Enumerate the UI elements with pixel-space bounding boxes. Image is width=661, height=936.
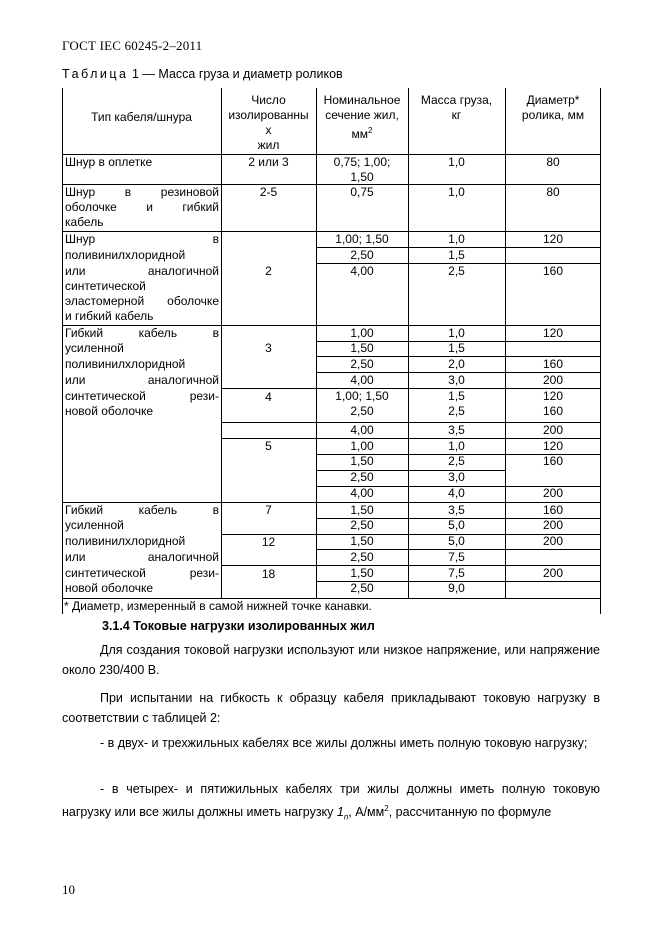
header-mass-line1: Масса груза, bbox=[420, 93, 493, 107]
header-diameter-line2: ролика, мм bbox=[521, 108, 585, 122]
type-pvc-line3: или аналогичной bbox=[65, 264, 219, 278]
cores-5: 5 bbox=[265, 439, 272, 453]
cell-mass: 1,0 bbox=[448, 439, 465, 453]
cell-section: 2,50 bbox=[350, 470, 374, 484]
type-reinforced-a-line2: усиленной bbox=[65, 341, 124, 355]
header-section-line1: Номинальное bbox=[323, 93, 401, 107]
table-caption bbox=[62, 67, 343, 81]
cell-section: 4,00 bbox=[350, 423, 374, 437]
cell-mass: 2,0 bbox=[448, 357, 465, 371]
cell-mass: 1,0 bbox=[448, 232, 465, 246]
cell-mass: 1,0 bbox=[448, 326, 465, 340]
cores-4: 4 bbox=[265, 390, 272, 404]
type-braided-cord: Шнур в оплетке bbox=[65, 155, 153, 169]
type-reinforced-a-line5: синтетической рези- bbox=[65, 389, 219, 403]
cell-section: 4,00 bbox=[350, 264, 374, 278]
type-reinforced-b-line4: или аналогичной bbox=[65, 550, 219, 564]
cell-diameter: 80 bbox=[546, 185, 560, 199]
cell-mass: 5,0 bbox=[448, 518, 465, 532]
header-cores-line1: Число bbox=[251, 93, 286, 107]
cell-mass: 3,5 bbox=[448, 423, 465, 437]
cell-mass: 3,0 bbox=[448, 470, 465, 484]
type-pvc-line2: поливинилхлоридной bbox=[65, 248, 186, 262]
header-diameter-line1: Диаметр* bbox=[526, 93, 580, 107]
type-reinforced-a-line3: поливинилхлоридной bbox=[65, 357, 186, 371]
table-caption-label: Таблица bbox=[62, 67, 129, 81]
type-reinforced-a-line6: новой оболочке bbox=[65, 404, 154, 418]
type-reinforced-b-line6: новой оболочке bbox=[65, 581, 154, 595]
type-reinforced-b-line2: усиленной bbox=[65, 518, 124, 532]
cell-section: 2,50 bbox=[350, 357, 374, 371]
cell-diameter: 160 bbox=[542, 264, 564, 278]
cores-2-5: 2-5 bbox=[259, 185, 278, 199]
cell-section: 1,00 bbox=[350, 439, 374, 453]
type-pvc-line6: и гибкий кабель bbox=[65, 309, 154, 323]
type-pvc-line1: Шнур в bbox=[65, 232, 219, 246]
type-reinforced-b-line5: синтетической рези- bbox=[65, 566, 219, 580]
cell-mass: 3,0 bbox=[448, 373, 465, 387]
cell-diameter: 200 bbox=[542, 423, 564, 437]
cell-diameter: 120 bbox=[542, 439, 564, 453]
cores-7: 7 bbox=[265, 503, 272, 517]
cell-section: 1,50 bbox=[350, 534, 374, 548]
cell-section: 2,50 bbox=[350, 518, 374, 532]
type-rubber-line1: Шнур в резиновой bbox=[65, 185, 219, 199]
mass-diameter-table bbox=[62, 88, 602, 614]
document-header: ГОСТ IEC 60245-2–2011 bbox=[62, 38, 203, 53]
cell-mass: 3,5 bbox=[448, 503, 465, 517]
type-reinforced-b-line1: Гибкий кабель в bbox=[65, 503, 219, 517]
cell-section: 1,00; 1,50 bbox=[335, 389, 389, 403]
cell-mass: 4,0 bbox=[448, 486, 465, 500]
cores-3: 3 bbox=[265, 341, 272, 355]
cell-section: 1,50 bbox=[350, 170, 374, 184]
formula-variable: 1 bbox=[336, 805, 344, 820]
cell-diameter: 160 bbox=[542, 454, 564, 468]
cell-section: 1,50 bbox=[350, 454, 374, 468]
cores-18: 18 bbox=[261, 567, 276, 581]
section-heading: 3.1.4 Токовые нагрузки изолированных жил bbox=[102, 619, 375, 633]
cell-mass: 1,5 bbox=[448, 389, 465, 403]
header-cores-line4: жил bbox=[257, 138, 280, 152]
header-section-line3: $мм^2$ bbox=[351, 126, 373, 141]
cell-section: 1,50 bbox=[350, 341, 374, 355]
header-cores-line3: х bbox=[265, 123, 272, 137]
cell-mass: 2,5 bbox=[448, 264, 465, 278]
cell-diameter: 160 bbox=[542, 503, 564, 517]
table-caption-text: 1 — Масса груза и диаметр роликов bbox=[128, 67, 343, 81]
cell-mass: 1,5 bbox=[448, 248, 465, 262]
cell-diameter: 80 bbox=[546, 155, 560, 169]
page-number: 10 bbox=[62, 882, 75, 897]
paragraph-flex-test: При испытании на гибкость к образцу кабеля прикладывают токовую нагрузку в соответствии с таблицей 2: bbox=[62, 691, 600, 725]
cell-mass: 2,5 bbox=[448, 454, 465, 468]
type-pvc-line4: синтетической bbox=[65, 279, 146, 293]
cell-diameter: 160 bbox=[542, 357, 564, 371]
cell-section: 4,00 bbox=[350, 373, 374, 387]
cell-diameter: 120 bbox=[542, 389, 564, 403]
cell-section: 2,50 bbox=[350, 550, 374, 564]
header-section-line2: сечение жил, bbox=[325, 108, 399, 122]
type-rubber-line3: кабель bbox=[65, 215, 104, 229]
type-reinforced-a-line1: Гибкий кабель в bbox=[65, 326, 219, 340]
cell-section: 1,50 bbox=[350, 566, 374, 580]
type-rubber-line2: оболочке и гибкий bbox=[65, 200, 219, 214]
cell-section: 1,50 bbox=[350, 503, 374, 517]
cell-mass: 9,0 bbox=[448, 581, 465, 595]
cell-mass: 2,5 bbox=[448, 404, 465, 418]
cell-diameter: 120 bbox=[542, 326, 564, 340]
cell-diameter: 200 bbox=[542, 518, 564, 532]
cell-mass: 7,5 bbox=[448, 566, 465, 580]
type-reinforced-b-line3: поливинилхлоридной bbox=[65, 534, 186, 548]
type-pvc-line5: эластомерной оболочке bbox=[65, 294, 219, 308]
cell-diameter: 200 bbox=[542, 486, 564, 500]
cell-mass: 1,0 bbox=[448, 155, 465, 169]
cell-mass: 5,0 bbox=[448, 534, 465, 548]
cell-mass: 1,5 bbox=[448, 341, 465, 355]
cell-diameter: 160 bbox=[542, 404, 564, 418]
paragraph-two-three-core: - в двух- и трехжильных кабелях все жилы должны иметь полную токовую нагрузку; bbox=[100, 736, 588, 750]
cell-section: 0,75 bbox=[350, 185, 374, 199]
cell-section: 1,00 bbox=[350, 326, 374, 340]
cell-section: 2,50 bbox=[350, 404, 374, 418]
cell-section: 1,00; 1,50 bbox=[335, 232, 389, 246]
cores-2-or-3: 2 или 3 bbox=[248, 155, 289, 169]
cores-12: 12 bbox=[261, 535, 276, 549]
cell-section: 2,50 bbox=[350, 248, 374, 262]
table-footnote: * Диаметр, измеренный в самой нижней точке канавки. bbox=[64, 599, 372, 613]
cell-mass: 1,0 bbox=[448, 185, 465, 199]
cell-diameter: 200 bbox=[542, 373, 564, 387]
header-cable-type: Тип кабеля/шнура bbox=[91, 110, 192, 124]
paragraph-current-load: Для создания токовой нагрузки используют или низкое напряжение, или напряжение около 230/400 В. bbox=[62, 643, 600, 677]
cell-section: 0,75; 1,00; bbox=[333, 155, 391, 169]
cell-diameter: 120 bbox=[542, 232, 564, 246]
cell-diameter: 200 bbox=[542, 566, 564, 580]
cell-diameter: 200 bbox=[542, 534, 564, 548]
cell-section: 2,50 bbox=[350, 581, 374, 595]
type-reinforced-a-line4: или аналогичной bbox=[65, 373, 219, 387]
header-cores-line2: изолированны bbox=[228, 108, 309, 122]
cores-2: 2 bbox=[265, 264, 272, 278]
header-mass-line2: кг bbox=[451, 108, 462, 122]
cell-mass: 7,5 bbox=[448, 550, 465, 564]
paragraph-four-five-core: - в четырех- и пятижильных кабелях три жилы должны иметь полную токовую нагрузку или все жилы должны иметь нагрузку $1_n$, $А/мм^2$, рассчитанную по формуле bbox=[62, 782, 600, 822]
cell-section: 4,00 bbox=[350, 486, 374, 500]
